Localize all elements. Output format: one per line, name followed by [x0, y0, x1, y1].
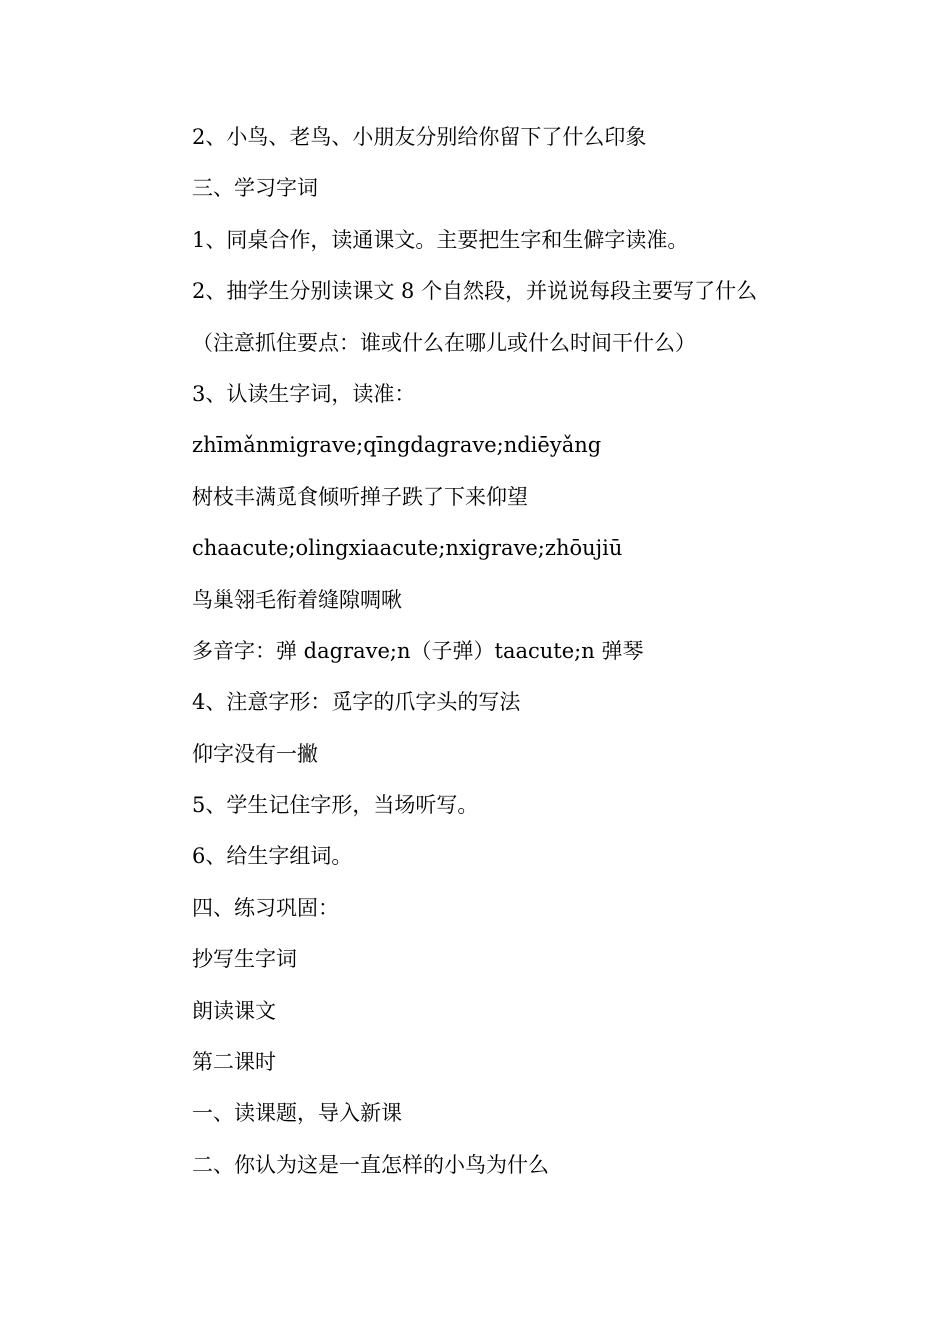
- text-line: 仰字没有一撇: [192, 741, 318, 766]
- text-line: 2、抽学生分别读课文 8 个自然段，并说说每段主要写了什么: [192, 279, 758, 304]
- text-line: 6、给生字组词。: [192, 844, 353, 869]
- section-heading: 二、你认为这是一直怎样的小鸟为什么: [192, 1152, 549, 1177]
- section-heading: 三、学习字词: [192, 176, 318, 201]
- section-heading: 一、读课题，导入新课: [192, 1101, 402, 1126]
- text-line: 2、小鸟、老鸟、小朋友分别给你留下了什么印象: [192, 125, 647, 149]
- text-line: 1、同桌合作，读通课文。主要把生字和生僻字读准。: [192, 227, 689, 252]
- text-line: 多音字：弹 dagrave;n（子弹）taacute;n 弹琴: [192, 638, 644, 663]
- text-line: 5、学生记住字形，当场听写。: [192, 793, 479, 818]
- vocabulary-line: 鸟巢翎毛衔着缝隙啁啾: [192, 587, 402, 612]
- text-line: （注意抓住要点：谁或什么在哪儿或什么时间干什么）: [192, 330, 696, 355]
- pinyin-line: zhīmǎnmigrave;qīngdagrave;ndiēyǎng: [192, 433, 602, 458]
- section-heading: 四、练习巩固：: [192, 895, 339, 920]
- text-line: 朗读课文: [192, 998, 276, 1023]
- document-body: [192, 117, 832, 1196]
- text-line: 抄写生字词: [192, 947, 297, 972]
- text-line: 4、注意字形：觅字的爪字头的写法: [192, 690, 521, 715]
- text-line: 3、认读生字词，读准：: [192, 381, 416, 406]
- vocabulary-line: 树枝丰满觅食倾听掸子跌了下来仰望: [192, 484, 528, 509]
- pinyin-line: chaacute;olingxiaacute;nxigrave;zhōujiū: [192, 536, 623, 561]
- lesson-heading: 第二课时: [192, 1050, 276, 1075]
